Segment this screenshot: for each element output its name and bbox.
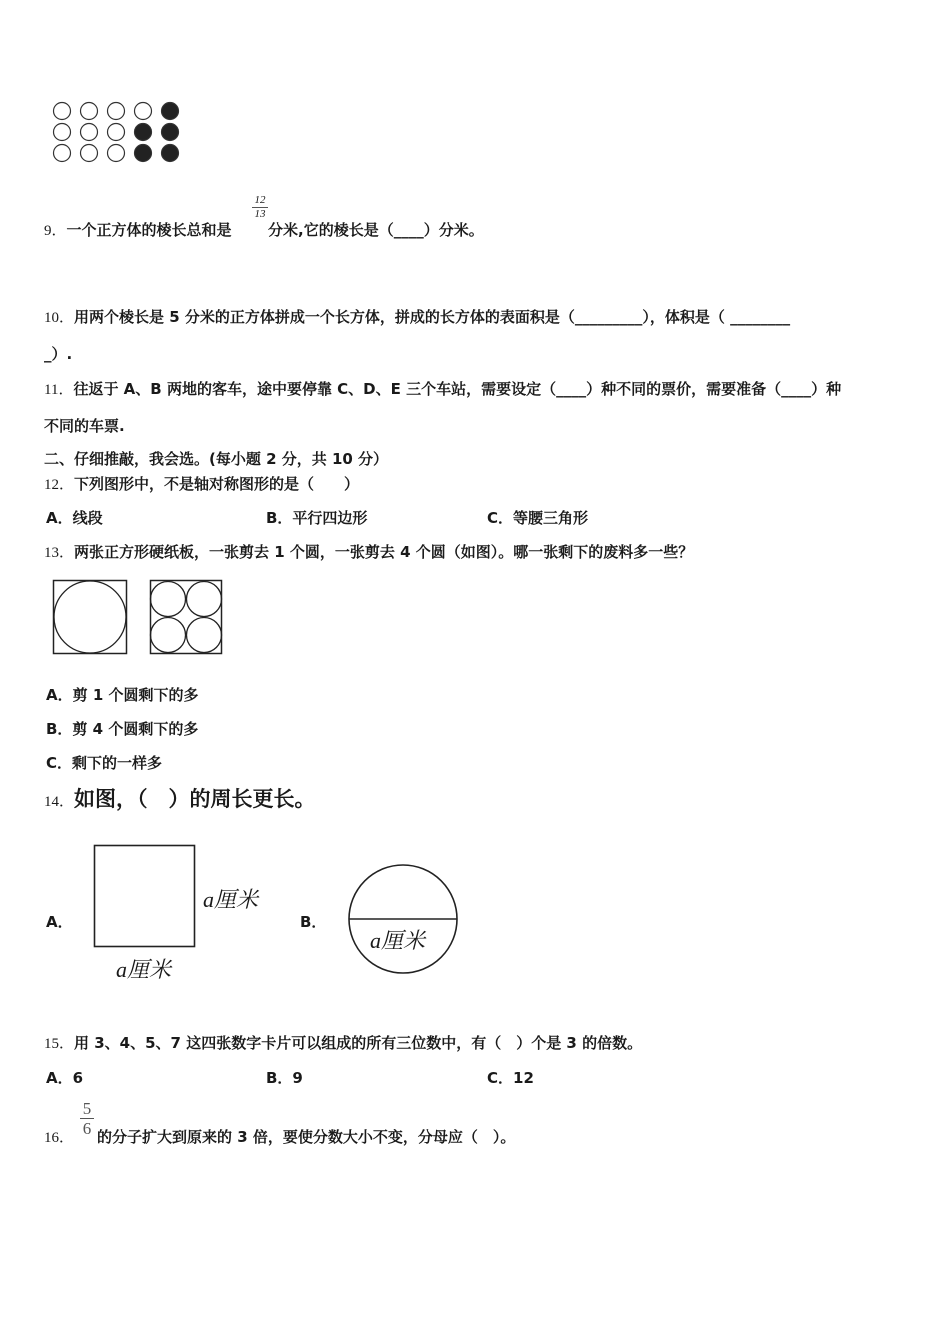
fraction-12-13 [252, 195, 268, 220]
question-11-line2: 不同的车票. [44, 417, 125, 435]
question-9 [44, 219, 232, 240]
empty-dot [54, 145, 71, 162]
option-a: A．剪 1 个圆剩下的多 [46, 686, 199, 704]
question-text: 下列图形中，不是轴对称图形的是（ ） [74, 475, 360, 493]
fraction-numerator: 12 [254, 194, 266, 206]
question-text: 往返于 A、B 两地的客车，途中要停靠 C、D、E 三个车站，需要设定（____）种不同的票价，需要准备（____）种 [73, 380, 842, 398]
empty-dot [81, 124, 98, 141]
option-c: C．剩下的一样多 [46, 754, 163, 772]
empty-dot [108, 145, 125, 162]
fraction-numerator: 5 [82, 1099, 92, 1118]
question-16-text: 的分子扩大到原来的 3 倍，要使分数大小不变，分母应（ ）。 [97, 1128, 516, 1146]
bottom-length-label: a厘米 [116, 957, 172, 982]
question-11 [44, 378, 841, 399]
filled-dot [135, 124, 152, 141]
question-text: 两张正方形硬纸板，一张剪去 1 个圆，一张剪去 4 个圆（如图）。哪一张剩下的废料多一些？ [74, 543, 694, 561]
question-text: 用 3、4、5、7 这四张数字卡片可以组成的所有三位数中，有（ ）个是 3 的倍数。 [74, 1034, 643, 1052]
option-b: B．9 [266, 1069, 303, 1087]
side-length-label: a厘米 [203, 887, 259, 912]
question-number: 12． [44, 477, 75, 493]
option-a: A．6 [46, 1069, 84, 1087]
option-b: B． [300, 913, 327, 931]
question-13 [44, 541, 693, 562]
small-circle [187, 618, 222, 653]
empty-dot [54, 124, 71, 141]
question-number: 11． [44, 382, 74, 398]
option-b: B．平行四边形 [266, 509, 368, 527]
question-number: 15． [44, 1036, 75, 1052]
empty-dot [81, 103, 98, 120]
question-14 [44, 783, 316, 813]
question-12 [44, 473, 359, 494]
square-figure [92, 843, 196, 949]
option-a: A．线段 [46, 509, 103, 527]
question-text: 一个正方体的棱长总和是 [66, 221, 232, 239]
empty-dot [108, 124, 125, 141]
option-b: B．剪 4 个圆剩下的多 [46, 720, 199, 738]
diameter-label [370, 924, 425, 955]
section-title: 二、仔细推敲，我会选。(每小题 2 分，共 10 分） [44, 450, 389, 468]
small-circle [151, 582, 186, 617]
fraction-5-6 [80, 1100, 94, 1137]
question-text: 用两个棱长是 5 分米的正方体拼成一个长方体，拼成的长方体的表面积是（_________），体积是（ ________ [74, 308, 791, 326]
empty-dot [81, 145, 98, 162]
empty-dot [108, 103, 125, 120]
empty-dot [135, 103, 152, 120]
question-10-line2: _）. [44, 345, 73, 363]
cardboard-figure [52, 579, 226, 657]
square-bottom-label [116, 953, 171, 984]
small-circle [151, 618, 186, 653]
question-16-number [44, 1126, 74, 1147]
filled-dot [162, 145, 179, 162]
square-side-label [203, 883, 258, 914]
big-circle [54, 581, 126, 653]
question-9-continuation: 分米,它的棱长是（____）分米。 [268, 221, 484, 239]
fraction-denominator: 13 [254, 208, 266, 220]
dot-grid-figure [52, 101, 182, 165]
fraction-denominator: 6 [82, 1119, 92, 1138]
circle-figure [346, 862, 462, 978]
small-circle [187, 582, 222, 617]
question-number: 9． [44, 223, 67, 239]
question-number: 16． [44, 1130, 75, 1146]
question-number: 13． [44, 545, 75, 561]
square-shape [95, 846, 195, 947]
question-10 [44, 306, 790, 327]
question-text: 如图，（ ）的周长更长。 [74, 787, 316, 811]
question-number: 14． [44, 794, 75, 810]
empty-dot [54, 103, 71, 120]
diameter-length-label: a厘米 [370, 928, 426, 953]
square-four-circles [151, 581, 222, 654]
filled-dot [135, 145, 152, 162]
option-c: C．等腰三角形 [487, 509, 589, 527]
option-a: A． [46, 913, 73, 931]
question-number: 10． [44, 310, 75, 326]
question-15 [44, 1032, 642, 1053]
option-c: C．12 [487, 1069, 534, 1087]
filled-dot [162, 124, 179, 141]
filled-dot [162, 103, 179, 120]
